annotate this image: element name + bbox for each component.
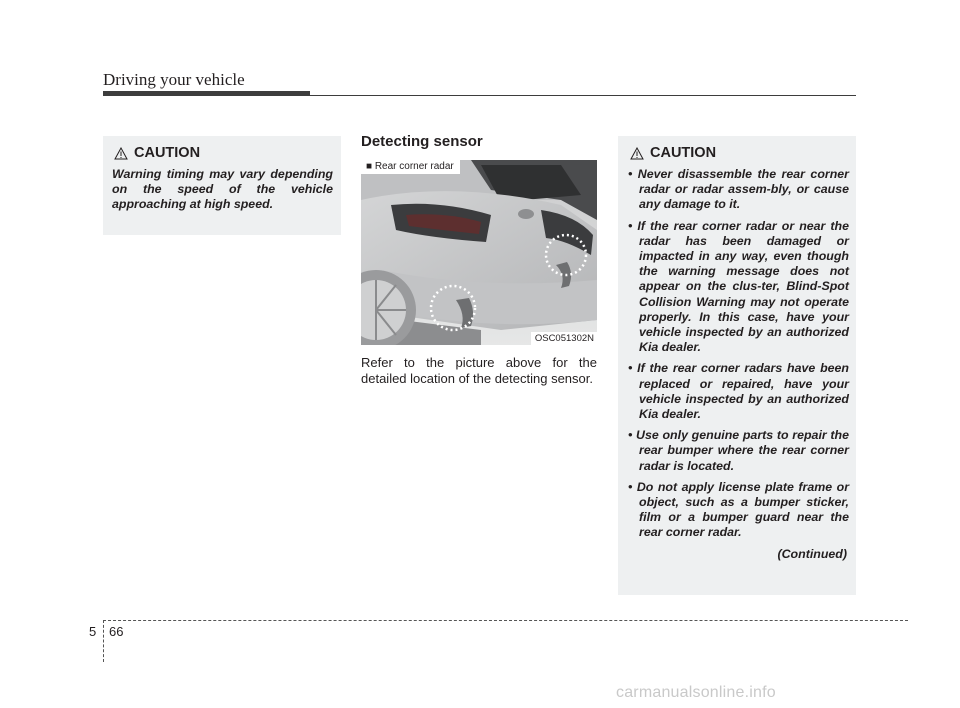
continued-label: (Continued) [777, 546, 847, 561]
header-rule-thin [103, 95, 856, 96]
page-number: 66 [109, 624, 124, 639]
list-item: • If the rear corner radars have been replaced or repaired, have your vehicle inspected by an authorized Kia dealer. [628, 361, 849, 422]
caution-list [628, 167, 849, 541]
list-item: • Never disassemble the rear corner radar or radar assem-bly, or cause any damage to it. [628, 167, 849, 212]
caution-text: Warning timing may vary depending on the speed of the vehicle approaching at high speed. [112, 167, 333, 212]
caution-header [114, 143, 333, 163]
figure-code: OSC051302N [531, 332, 597, 345]
caution-box-left [103, 136, 341, 235]
section-heading: Detecting sensor [361, 133, 483, 150]
footer-divider [103, 620, 104, 662]
car-rear-illustration [361, 160, 597, 345]
caution-box-right [618, 136, 856, 595]
watermark: carmanualsonline.info [616, 684, 776, 701]
rear-corner-radar-figure [361, 160, 597, 345]
list-item: • Do not apply license plate frame or object, such as a bumper sticker, film or a bumper guard near the rear corner radar. [628, 479, 850, 540]
caution-title: CAUTION [134, 145, 201, 161]
figure-label: ■ Rear corner radar [361, 160, 460, 174]
section-body-text: Refer to the picture above for the detailed location of the detecting sensor. [361, 355, 597, 386]
footer-rule [103, 620, 908, 621]
list-item: • Use only genuine parts to repair the rear bumper where the rear corner radar is located. [628, 428, 850, 473]
warning-triangle-icon [630, 147, 644, 160]
chapter-number: 5 [89, 624, 97, 639]
caution-header [630, 143, 849, 163]
header-title: Driving your vehicle [103, 70, 245, 89]
list-item: • If the rear corner radar or near the radar has been damaged or impacted in any way, even though the warning message does not appear on the clus-ter, Blind-Spot Collision Warning may not operate properly. In this case, have your vehicle inspected by an authorized Kia dealer. [628, 218, 850, 355]
warning-triangle-icon [114, 147, 128, 160]
caution-title: CAUTION [650, 145, 717, 161]
